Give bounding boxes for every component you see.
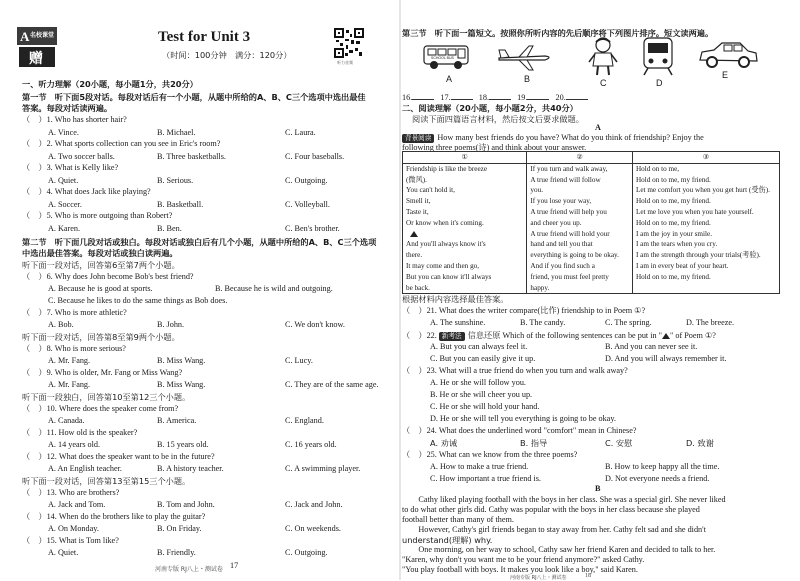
poem-3-line: Hold on to me,	[635, 164, 680, 173]
passage-b-line: football better than many of them.	[402, 515, 514, 524]
q2-option-b: B. Three basketballs.	[157, 152, 226, 161]
blank-18-label: 18.	[478, 93, 489, 102]
answer-blanks	[402, 92, 588, 103]
question-3: （ ）3. What is Kelly like?	[22, 163, 119, 172]
q24-option-d: D. 致谢	[686, 438, 714, 448]
q22-option-c: C. But you can easily give it up.	[430, 354, 536, 363]
car-icon	[696, 40, 760, 70]
instruction-8-9: 听下面一段对话，回答第8至第9两个小题。	[22, 332, 180, 342]
passage-b-line: to do what other girls did. Cathy was popular with the boys in her class because she played	[402, 505, 700, 514]
q22-tag: 新考法	[439, 332, 465, 341]
poem-2-line: If you lose your way,	[530, 197, 592, 206]
question-13: （ ）13. Who are brothers?	[22, 488, 120, 497]
publisher-logo	[17, 27, 57, 69]
poem-3	[632, 163, 779, 294]
pic-label-d: D	[656, 78, 663, 88]
blank-20[interactable]	[566, 92, 588, 100]
sec2-heading: 第二节 听下面几段对话或独白。每段对话或独白后有几个小题，从题中所给的A、B、C三个选项	[22, 237, 377, 247]
instruction-13-15: 听下面一段对话，回答第13至第15三个小题。	[22, 476, 191, 486]
poem-1-line: It may come and then go,	[406, 261, 480, 270]
sec3-heading: 第三节 听下面一篇短文。按照你所听内容的先后顺序将下列图片排序。短文读两遍。	[402, 28, 714, 38]
question-25: （ ）25. What can we know from the three poems?	[402, 450, 578, 459]
poem-1-line: You can't hold it,	[406, 186, 455, 195]
q21-option-d: D. The breeze.	[686, 318, 735, 327]
pic-label-e: E	[722, 70, 729, 80]
poem-1-blank	[406, 229, 523, 240]
q9-option-a: A. Mr. Fang.	[48, 380, 91, 389]
poem-3-line: Let me love you when you hate yourself.	[635, 207, 754, 216]
poem-3-line: Hold on to me, my friend.	[635, 197, 711, 206]
q6-option-c: C. Because he likes to do the same things as Bob does.	[48, 296, 228, 305]
question-6: （ ）6. Why does John become Bob's best friend?	[22, 272, 194, 281]
q11-option-c: C. 16 years old.	[285, 440, 337, 449]
poem-1-line: be back.	[406, 283, 430, 292]
q10-option-b: B. America.	[157, 416, 197, 425]
poem-2-line: you.	[530, 186, 543, 195]
intro-text: How many best friends do you have? What do you think of friendship? Enjoy the	[437, 133, 704, 142]
q22-prefix: （ ）22.	[402, 331, 437, 340]
test-meta: （时间：100分钟 满分：120分）	[162, 50, 292, 60]
q22-text: Which of the following sentences can be put in "	[502, 331, 662, 340]
question-10: （ ）10. Where does the speaker come from?	[22, 404, 179, 413]
sec1-heading-cont: 答案。每段对话读两遍。	[22, 103, 113, 113]
passage-b-line: "You play football with boys. It makes you look like a boy," said Karen.	[402, 565, 638, 574]
airplane-icon	[497, 44, 555, 72]
svg-text:A: A	[20, 29, 30, 44]
q5-option-c: C. Ben's brother.	[285, 224, 340, 233]
question-2: （ ）2. What sports collection can you see in Eric's room?	[22, 139, 221, 148]
poems-table	[402, 151, 780, 294]
qr-code[interactable]	[334, 28, 364, 58]
gift-label: 赠	[29, 51, 43, 67]
q22-option-a: A. But you can always feel it.	[430, 342, 528, 351]
poem-3-line: I am the tears when you cry.	[635, 240, 718, 249]
poem-1-line: And you'll always know it's	[406, 240, 486, 249]
question-5: （ ）5. Who is more outgoing than Robert?	[22, 211, 173, 220]
poem-1-line: (微风).	[406, 175, 427, 184]
q22-tail: " of Poem ①?	[670, 331, 716, 340]
test-title: Test for Unit 3	[158, 29, 251, 45]
q11-option-b: B. 15 years old.	[157, 440, 209, 449]
sec1-heading: 第一节 听下面5段对话。每段对话后有一个小题，从题中所给的A、B、C三个选项中选出最佳	[22, 92, 366, 102]
part2-subheading: 阅读下面四篇语言材料，然后按文后要求做题。	[412, 114, 584, 124]
q23-option-c: C. He or she will hold your hand.	[430, 402, 540, 411]
q9-option-c: C. They are of the same age.	[285, 380, 379, 389]
passage-b-line: "Karen, why don't you want me to be your friend anymore?" asked Cathy.	[402, 555, 645, 564]
intro-line-2: following three poems(诗) and think about your answer.	[402, 143, 587, 152]
instruction-6-7: 听下面一段对话，回答第6至第7两个小题。	[22, 260, 180, 270]
poem-1	[403, 163, 527, 294]
q15-option-c: C. Outgoing.	[285, 548, 328, 557]
poem-1-line: But you can know it'll always	[406, 272, 492, 281]
q25-option-d: D. Not everyone needs a friend.	[605, 474, 710, 483]
question-9: （ ）9. Who is older, Mr. Fang or Miss Wang?	[22, 368, 183, 377]
poem-2-line: A true friend will follow	[530, 175, 601, 184]
q23-option-b: B. He or she will cheer you up.	[430, 390, 533, 399]
page-footer: 河南专版 RJ八上・测试卷	[155, 566, 223, 573]
q23-option-d: D. He or she will tell you everything is going to be okay.	[430, 414, 616, 423]
q22-option-d: D. And you will always remember it.	[605, 354, 727, 363]
poem-2-line: A true friend will help you	[530, 207, 607, 216]
passage-b-label: B	[595, 484, 601, 493]
blank-16-label: 16.	[402, 93, 413, 102]
poem-1-line: Taste it,	[406, 207, 429, 216]
left-page	[0, 0, 400, 580]
q23-option-a: A. He or she will follow you.	[430, 378, 526, 387]
page-footer: 河南专版 RJ八上・测试卷	[510, 575, 567, 581]
blank-18[interactable]	[489, 92, 511, 100]
logo-text: 名校课堂	[30, 32, 55, 39]
school-bus-icon	[422, 42, 472, 72]
q10-option-c: C. England.	[285, 416, 324, 425]
q6-option-b: B. Because he is wild and outgoing.	[215, 284, 333, 293]
q15-option-a: A. Quiet.	[48, 548, 79, 557]
passage-a-label: A	[595, 123, 601, 132]
q7-option-a: A. Bob.	[48, 320, 74, 329]
q2-option-c: C. Four baseballs.	[285, 152, 345, 161]
poem-3-line: I am in every beat of your heart.	[635, 261, 729, 270]
poem-3-line: Hold on to me, my friend.	[635, 175, 711, 184]
q6-option-a: A. Because he is good at sports.	[48, 284, 153, 293]
q25-option-b: B. How to keep happy all the time.	[605, 462, 720, 471]
blank-19[interactable]	[527, 92, 549, 100]
q22-option-b: B. And you can never see it.	[605, 342, 698, 351]
q21-option-b: B. The candy.	[520, 318, 566, 327]
q12-option-a: A. An English teacher.	[48, 464, 122, 473]
poem-1-line: Or know when it's coming.	[406, 218, 484, 227]
poem-2-line: happy.	[530, 283, 550, 292]
q11-option-a: A. 14 years old.	[48, 440, 101, 449]
q4-option-c: C. Volleyball.	[285, 200, 330, 209]
bus-text: SCHOOL BUS	[431, 56, 454, 60]
q24-option-a: A. 劝诫	[430, 438, 458, 448]
poem-3-line: I am the strength through your trials(考验).	[635, 251, 761, 260]
q21-option-a: A. The sunshine.	[430, 318, 486, 327]
q10-option-a: A. Canada.	[48, 416, 85, 425]
pic-label-a: A	[446, 74, 453, 84]
passage-b-line: Cathy liked playing football with the boys in her class. She was a special girl. She never liked	[402, 495, 726, 504]
poem-3-line: Let me comfort you when you get hurt (受伤).	[635, 186, 770, 195]
q8-option-b: B. Miss Wang.	[157, 356, 206, 365]
sec2-heading-cont: 中选出最佳答案。每段对话或独白读两遍。	[22, 248, 178, 258]
poem-3-number: ③	[632, 152, 779, 164]
part2-heading: 二、阅读理解（20小题，每小题2分，共40分）	[402, 103, 578, 113]
intro-tag: 背景阅读	[402, 134, 434, 143]
question-7: （ ）7. Who is more athletic?	[22, 308, 127, 317]
poem-2-line: and cheer you up.	[530, 218, 582, 227]
q1-option-b: B. Michael.	[157, 128, 196, 137]
passage-b-line: understand(理解) why.	[402, 535, 493, 545]
passage-b-line: However, Cathy's girl friends began to stay away from her. Cathy felt sad and she didn't	[402, 525, 706, 534]
poem-2	[527, 163, 633, 294]
intro-line-1	[402, 133, 704, 143]
poem-2-number: ②	[527, 152, 633, 164]
poem-1-line: Friendship is like the breeze	[406, 164, 488, 173]
q3-option-b: B. Serious.	[157, 176, 194, 185]
question-14: （ ）14. When do the brothers like to play the guitar?	[22, 512, 206, 521]
q13-option-c: C. Jack and John.	[285, 500, 343, 509]
q12-option-c: C. A swimming player.	[285, 464, 361, 473]
triangle-icon	[410, 231, 418, 237]
poem-2-line: hand and tell you that	[530, 240, 593, 249]
train-icon	[640, 36, 676, 76]
q13-option-b: B. Tom and John.	[157, 500, 215, 509]
poem-3-line: I am the joy in your smile.	[635, 229, 713, 238]
question-21: （ ）21. What does the writer compare(比作) friendship to in Poem ①?	[402, 306, 646, 315]
pic-label-c: C	[600, 78, 607, 88]
q2-option-a: A. Two soccer balls.	[48, 152, 115, 161]
page-number: 18	[585, 573, 591, 579]
question-15: （ ）15. What is Tom like?	[22, 536, 119, 545]
q25-option-c: C. How important a true friend is.	[430, 474, 541, 483]
q24-option-b: B. 指导	[520, 438, 548, 448]
q25-option-a: A. How to make a true friend.	[430, 462, 529, 471]
poem-2-line: A true friend will hold your	[530, 229, 610, 238]
q14-option-b: B. On Friday.	[157, 524, 202, 533]
q4-option-a: A. Soccer.	[48, 200, 82, 209]
q14-option-a: A. On Monday.	[48, 524, 99, 533]
passage-b-line: One morning, on her way to school, Cathy saw her friend Karen and decided to talk to her.	[402, 545, 716, 554]
question-23: （ ）23. What will a true friend do when you turn and walk away?	[402, 366, 628, 375]
q7-option-c: C. We don't know.	[285, 320, 345, 329]
poem-2-line: If you turn and walk away,	[530, 164, 608, 173]
blank-17-label: 17.	[440, 93, 451, 102]
pic-label-b: B	[524, 74, 531, 84]
q5-option-b: B. Ben.	[157, 224, 182, 233]
q1-option-a: A. Vince.	[48, 128, 79, 137]
poem-1-line: Smell it,	[406, 197, 431, 206]
question-12: （ ）12. What does the speaker want to be in the future?	[22, 452, 215, 461]
q4-option-b: B. Basketball.	[157, 200, 204, 209]
qr-caption: 听力音频	[337, 60, 353, 65]
page-number: 17	[230, 561, 239, 570]
q13-option-a: A. Jack and Tom.	[48, 500, 106, 509]
instruction-10-12: 听下面一段独白，回答第10至第12三个小题。	[22, 392, 191, 402]
poem-1-number: ①	[403, 152, 527, 164]
poem-2-line: friend, you must feel pretty	[530, 272, 609, 281]
poem-1-line: there.	[406, 251, 423, 260]
poem-2-line: And if you find such a	[530, 261, 595, 270]
q12-option-b: B. A history teacher.	[157, 464, 224, 473]
q3-option-a: A. Quiet.	[48, 176, 79, 185]
q14-option-c: C. On weekends.	[285, 524, 341, 533]
question-8: （ ）8. Who is more serious?	[22, 344, 126, 353]
poem-2-line: everything is going to be okay.	[530, 251, 619, 260]
blank-16[interactable]	[412, 92, 434, 100]
q3-option-c: C. Outgoing.	[285, 176, 328, 185]
q7-option-b: B. John.	[157, 320, 185, 329]
boy-icon	[586, 36, 620, 76]
poem-3-line: Hold on to me, my friend.	[635, 218, 711, 227]
q8-option-a: A. Mr. Fang.	[48, 356, 91, 365]
question-11: （ ）11. How old is the speaker?	[22, 428, 138, 437]
poem-3-line: Hold on to me, my friend.	[635, 272, 711, 281]
reading-instruction: 根据材料内容选择最佳答案。	[402, 294, 509, 304]
q22-tag2: 信息还原	[467, 330, 501, 340]
question-1: （ ）1. Who has shorter hair?	[22, 115, 127, 124]
q9-option-b: B. Miss Wang.	[157, 380, 206, 389]
q24-option-c: C. 安慰	[605, 438, 633, 448]
q8-option-c: C. Lucy.	[285, 356, 313, 365]
blank-19-label: 19.	[517, 93, 528, 102]
question-22	[402, 330, 716, 341]
part1-heading: 一、听力理解（20小题，每小题1分，共20分）	[22, 79, 198, 89]
question-4: （ ）4. What does Jack like playing?	[22, 187, 151, 196]
question-24: （ ）24. What does the underlined word "comfort" mean in Chinese?	[402, 426, 637, 435]
q15-option-b: B. Friendly.	[157, 548, 196, 557]
triangle-icon	[662, 333, 670, 339]
q1-option-c: C. Laura.	[285, 128, 316, 137]
blank-20-label: 20.	[555, 93, 566, 102]
blank-17[interactable]	[451, 92, 473, 100]
q5-option-a: A. Karen.	[48, 224, 81, 233]
q21-option-c: C. The spring.	[605, 318, 652, 327]
